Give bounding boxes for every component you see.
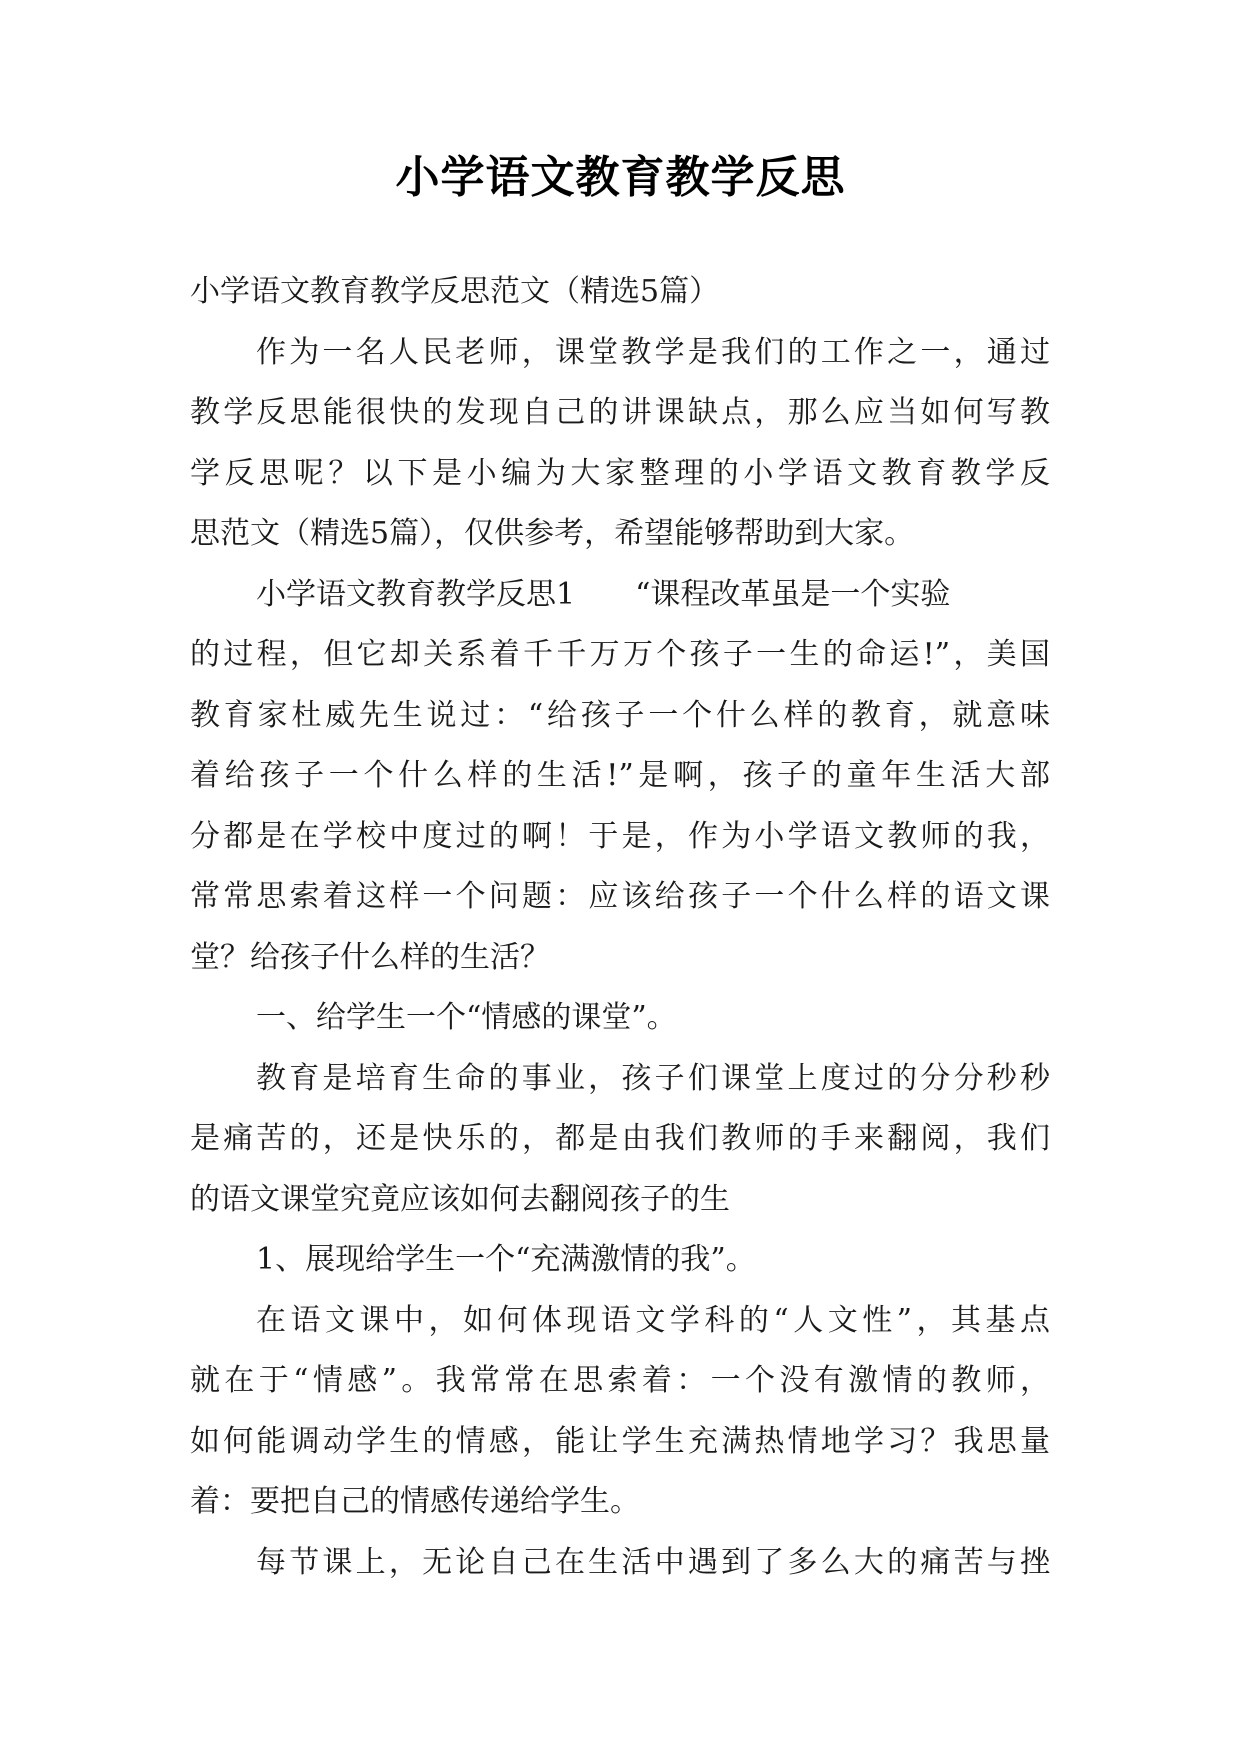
document-title: 小学语文教育教学反思 — [395, 152, 846, 203]
subheading-line: 1、展现给学生一个“充满激情的我”。 — [256, 1242, 756, 1277]
section-1-paragraph-line: 的过程，但它却关系着千千万万个孩子一生的命运!”，美国 — [190, 637, 1050, 672]
heading-line: 一、给学生一个“情感的课堂”。 — [256, 1000, 677, 1035]
intro-paragraph-line: 教学反思能很快的发现自己的讲课缺点，那么应当如何写教 — [190, 395, 1050, 430]
paragraph-line: 每节课上，无论自己在生活中遇到了多么大的痛苦与挫 — [256, 1544, 1050, 1580]
section-1-paragraph-line: 小学语文教育教学反思1 “课程改革虽是一个实验 — [256, 576, 951, 612]
paragraph-line: 着：要把自己的情感传递给学生。 — [190, 1484, 640, 1519]
paragraph-line: 的语文课堂究竟应该如何去翻阅孩子的生 — [190, 1181, 730, 1217]
section-1-paragraph-line: 常常思索着这样一个问题：应该给孩子一个什么样的语文课 — [190, 879, 1050, 914]
intro-paragraph-line: 思范文（精选5篇），仅供参考，希望能够帮助到大家。 — [190, 516, 915, 551]
intro-paragraph-line: 作为一名人民老师，课堂教学是我们的工作之一，通过 — [256, 334, 1050, 370]
paragraph-line: 如何能调动学生的情感，能让学生充满热情地学习？我思量 — [190, 1423, 1050, 1459]
section-1-paragraph-line: 教育家杜威先生说过：“给孩子一个什么样的教育，就意味 — [190, 697, 1050, 733]
intro-paragraph-line: 学反思呢？以下是小编为大家整理的小学语文教育教学反 — [190, 455, 1050, 491]
paragraph-line: 是痛苦的，还是快乐的，都是由我们教师的手来翻阅，我们 — [190, 1121, 1050, 1156]
document-body — [190, 262, 1050, 1593]
section-1-paragraph-line: 着给孩子一个什么样的生活!”是啊，孩子的童年生活大部 — [190, 758, 1050, 793]
paragraph-line: 就在于“情感”。我常常在思索着：一个没有激情的教师， — [190, 1363, 1050, 1398]
paragraph-line: 在语文课中，如何体现语文学科的“人文性”，其基点 — [256, 1302, 1050, 1338]
section-1-paragraph-line: 堂？给孩子什么样的生活？ — [190, 939, 550, 975]
section-1-paragraph-line: 分都是在学校中度过的啊！于是，作为小学语文教师的我， — [190, 818, 1050, 854]
subtitle-line: 小学语文教育教学反思范文（精选5篇） — [190, 274, 720, 309]
paragraph-line: 教育是培育生命的事业，孩子们课堂上度过的分分秒秒 — [256, 1060, 1050, 1096]
